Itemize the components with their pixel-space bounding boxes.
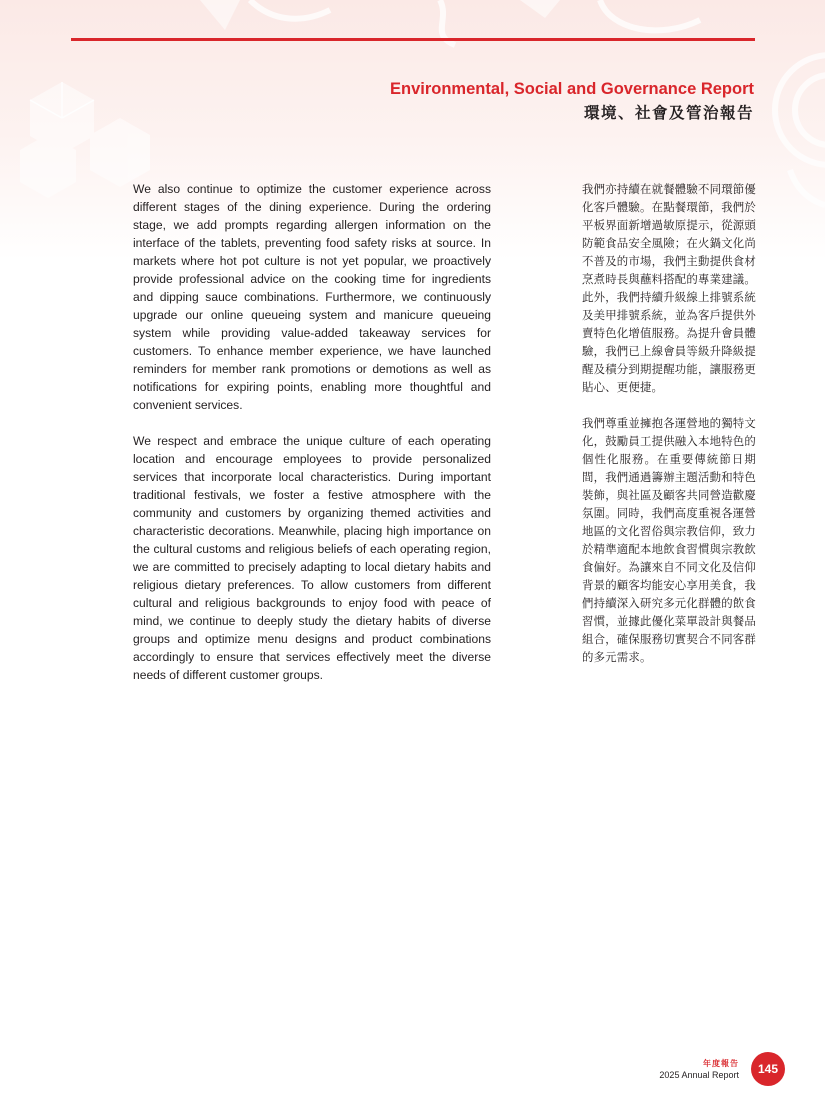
chinese-column [582, 180, 756, 684]
top-red-rule [71, 38, 755, 41]
footer-report-zh: 年度報告 [703, 1059, 739, 1068]
chinese-paragraph-1: 我們亦持續在就餐體驗不同環節優化客戶體驗。在點餐環節，我們於平板界面新增過敏原提示，從源頭防範食品安全風險；在火鍋文化尚不普及的市場，我們主動提供食材烹煮時長與蘸料搭配的專業建議。此外，我們持續升級線上排號系統及美甲排號系統，並為客戶提供外賣特色化增值服務。為提升會員體驗，我們已上線會員等級升降級提醒及積分到期提醒功能，讓服務更貼心、更便捷。 [582, 182, 756, 394]
english-paragraph-1: We also continue to optimize the customer experience across different stages of the dining experience. During the ordering stage, we add prompts regarding allergen information on the interface of the tablets, preventing food safety risks at source. In markets where hot pot culture is not yet popular, we proactively provide professional advice on the cooking time for ingredients and dipping sauce combinations. Furthermore, we continuously upgrade our online queueing system and manicure queueing system while providing value-added takeaway services for customers. To enhance member experience, we have launched reminders for member rank promotions or demotions as well as notifications for expiring points, enabling more thoughtful and convenient services. [133, 182, 491, 412]
footer-report-label [659, 1058, 739, 1081]
report-header [390, 78, 754, 126]
page-number-badge: 145 [751, 1052, 785, 1086]
chinese-paragraph-2: 我們尊重並擁抱各運營地的獨特文化，鼓勵員工提供融入本地特色的個性化服務。在重要傳統節日期間，我們通過籌辦主題活動和特色裝飾，與社區及顧客共同營造歡慶氛圍。同時，我們高度重視各運營地區的文化習俗與宗教信仰，致力於精準適配本地飲食習慣與宗教飲食偏好。為讓來自不同文化及信仰背景的顧客均能安心享用美食，我們持續深入研究多元化群體的飲食習慣，並據此優化菜單設計與餐品組合，確保服務切實契合不同客群的多元需求。 [582, 416, 756, 664]
header-title-zh: 環境、社會及管治報告 [583, 104, 754, 122]
english-column [133, 180, 491, 702]
footer-report-en: 2025 Annual Report [659, 1070, 739, 1080]
english-paragraph-2: We respect and embrace the unique culture of each operating location and encourage employees to provide personalized services that incorporate local characteristics. During important traditional festivals, we foster a festive atmosphere with the community and customers by organizing themed activities and characteristic decorations. Meanwhile, placing high importance on the cultural customs and religious beliefs of each operating region, we are committed to precisely adapting to local dietary habits and religious dietary preferences. To allow customers from different cultural and religious backgrounds to enjoy food with peace of mind, we continue to deeply study the dietary habits of diverse groups and optimize menu designs and product combinations accordingly to ensure that services effectively meet the diverse needs of different customer groups. [133, 434, 491, 682]
header-title-en: Environmental, Social and Governance Report [389, 80, 754, 98]
